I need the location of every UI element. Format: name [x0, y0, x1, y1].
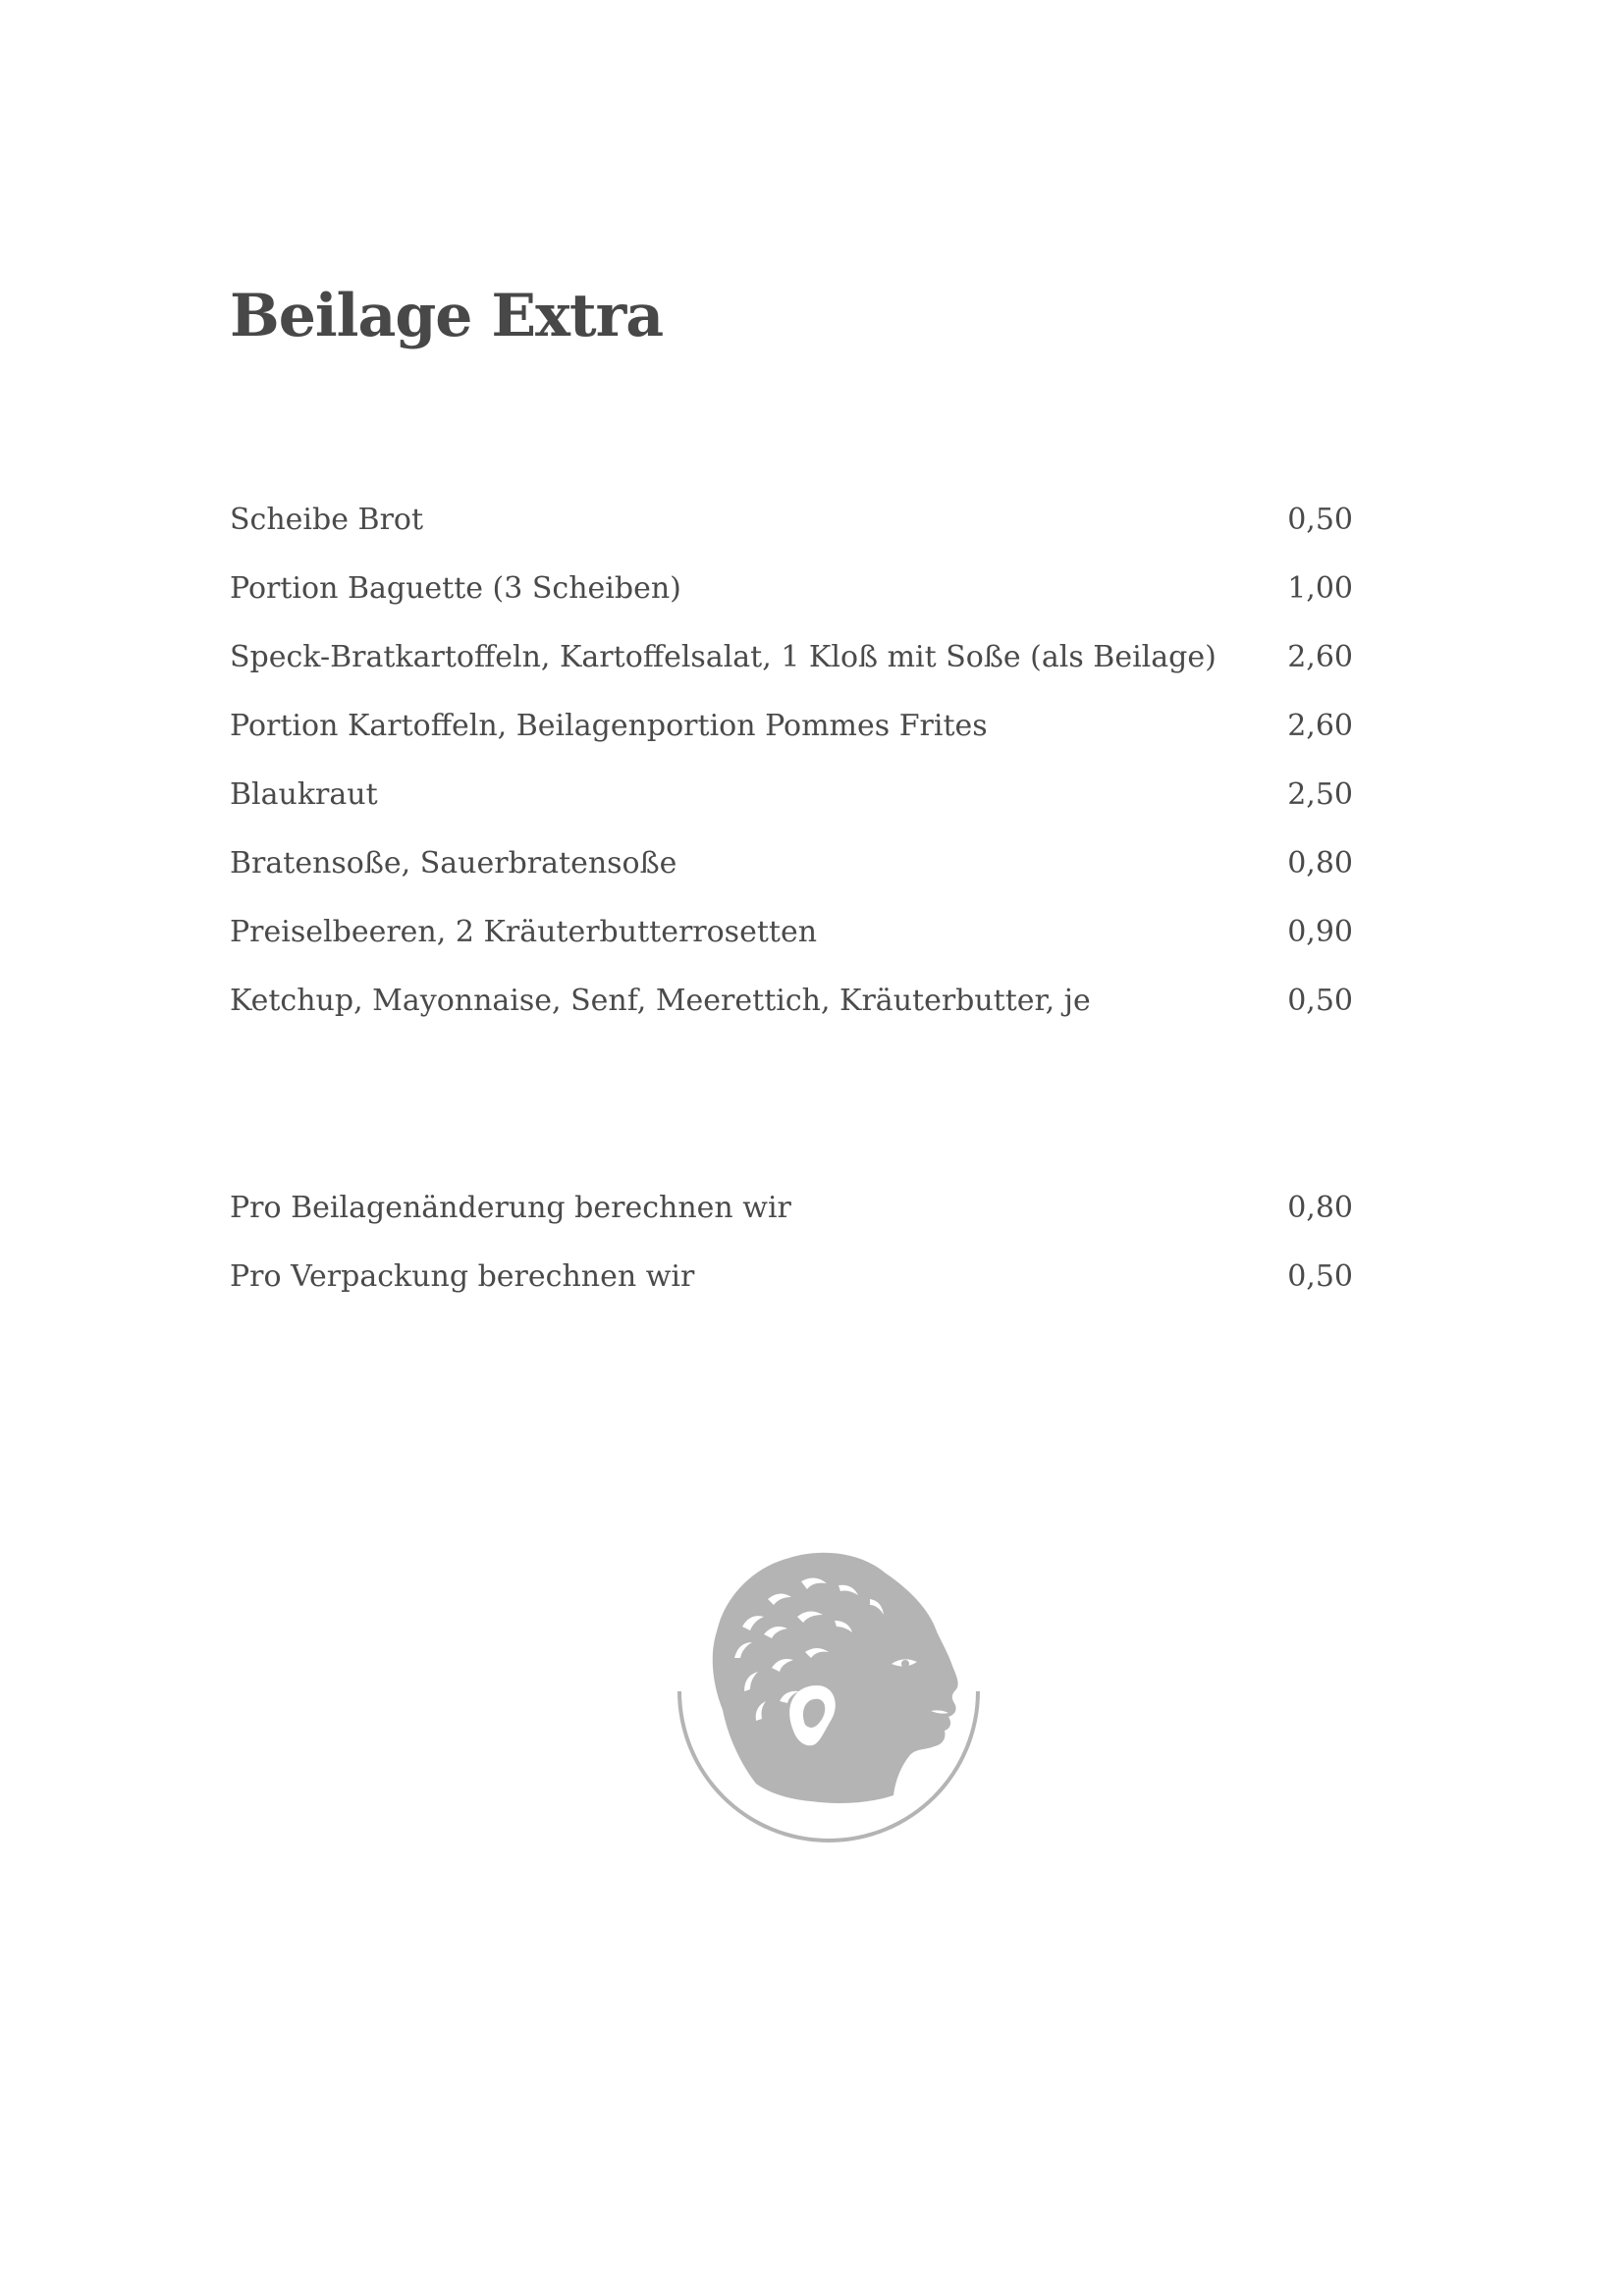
fee-name: Pro Verpackung berechnen wir: [230, 1259, 695, 1294]
item-name: Speck-Bratkartoffeln, Kartoffelsalat, 1 Kloß mit Soße (als Beilage): [230, 640, 1217, 674]
item-name: Preiselbeeren, 2 Kräuterbutterrosetten: [230, 915, 818, 949]
fee-price: 0,50: [1287, 1259, 1353, 1294]
item-name: Portion Kartoffeln, Beilagenportion Pommes Frites: [230, 709, 988, 743]
list-item: [230, 569, 1353, 638]
list-item: [230, 1257, 1353, 1326]
page-title: Beilage Extra: [230, 282, 664, 350]
item-name: Bratensoße, Sauerbratensoße: [230, 846, 677, 881]
list-item: [230, 501, 1353, 569]
item-price: 0,50: [1287, 503, 1353, 537]
list-item: [230, 844, 1353, 913]
side-dish-list: [230, 501, 1353, 1050]
list-item: [230, 913, 1353, 982]
item-name: Scheibe Brot: [230, 503, 424, 537]
head-profile-emblem-icon: [674, 1538, 984, 1848]
item-price: 1,00: [1287, 571, 1353, 606]
item-price: 0,80: [1287, 846, 1353, 881]
item-name: Portion Baguette (3 Scheiben): [230, 571, 681, 606]
item-name: Ketchup, Mayonnaise, Senf, Meerettich, Kräuterbutter, je: [230, 984, 1091, 1018]
item-price: 2,50: [1287, 777, 1353, 812]
list-item: [230, 982, 1353, 1050]
fee-price: 0,80: [1287, 1191, 1353, 1225]
fee-name: Pro Beilagenänderung berechnen wir: [230, 1191, 791, 1225]
item-price: 0,90: [1287, 915, 1353, 949]
item-name: Blaukraut: [230, 777, 378, 812]
list-item: [230, 1189, 1353, 1257]
fee-list: [230, 1189, 1353, 1326]
item-price: 0,50: [1287, 984, 1353, 1018]
list-item: [230, 775, 1353, 844]
item-price: 2,60: [1287, 640, 1353, 674]
item-price: 2,60: [1287, 709, 1353, 743]
list-item: [230, 707, 1353, 775]
list-item: [230, 638, 1353, 707]
